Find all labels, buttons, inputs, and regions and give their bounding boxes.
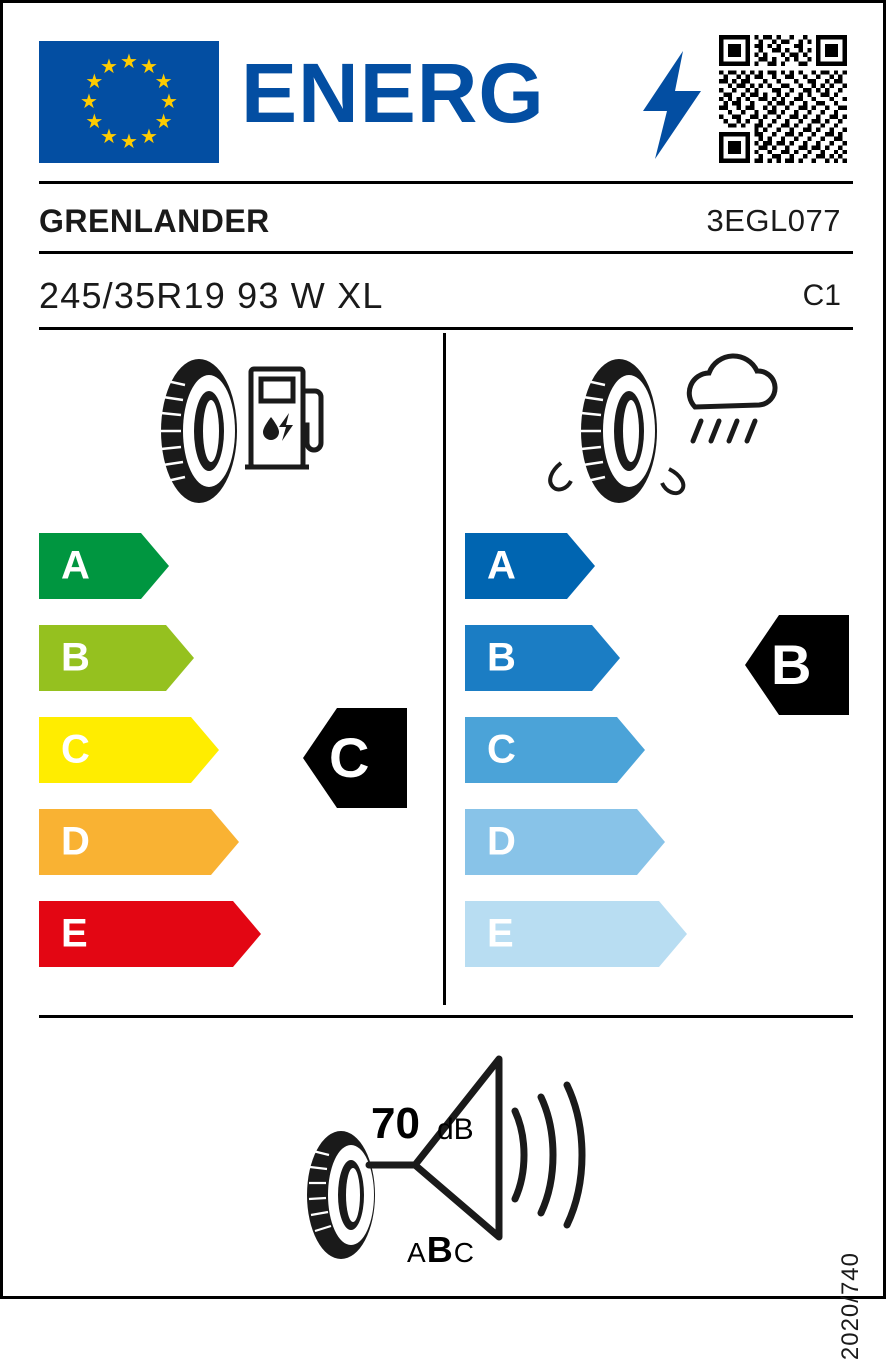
divider-columns — [443, 333, 446, 1005]
grade-letter-a: A — [61, 543, 90, 588]
fuel-efficiency-rating-letter: C — [329, 726, 370, 789]
tyre-class: C1 — [802, 279, 841, 312]
grade-letter-d: D — [61, 819, 90, 864]
tyre-size: 245/35R19 93 W XL — [39, 275, 384, 316]
eu-star: ★ — [120, 51, 138, 73]
grade-bar-b — [465, 625, 620, 691]
grade-bar-b — [39, 625, 194, 691]
grade-letter-c: C — [487, 727, 516, 772]
divider-brand — [39, 251, 853, 254]
regulation-reference: 2020/740 — [837, 1252, 864, 1360]
wet-grip-rating-letter: B — [771, 633, 812, 696]
grade-bar-e — [39, 901, 261, 967]
eu-star: ★ — [154, 111, 173, 133]
grade-letter-b: B — [487, 635, 516, 680]
page-title: ENERG — [241, 46, 545, 140]
eu-star: ★ — [85, 71, 104, 93]
eu-star: ★ — [100, 125, 118, 148]
grade-letter-a: A — [487, 543, 516, 588]
divider-size — [39, 327, 853, 330]
tyre-fuel-pump-icon — [123, 351, 323, 511]
grade-letter-d: D — [487, 819, 516, 864]
qr-code-icon — [719, 35, 847, 163]
noise-class-c: C — [453, 1237, 475, 1268]
brand-name: GRENLANDER — [39, 203, 270, 239]
eu-star: ★ — [140, 56, 158, 79]
label-header — [3, 3, 889, 181]
divider-header — [39, 181, 853, 184]
eu-star: ★ — [100, 56, 118, 79]
lightning-bolt-icon — [643, 51, 701, 159]
eu-star: ★ — [160, 91, 178, 113]
grade-bar-a — [465, 533, 595, 599]
grade-bar-e — [465, 901, 687, 967]
noise-class-b: B — [426, 1229, 454, 1270]
eu-star: ★ — [140, 125, 158, 148]
fuel-efficiency-rating — [303, 708, 407, 808]
grade-letter-c: C — [61, 727, 90, 772]
grade-letter-e: E — [61, 911, 88, 956]
grade-letter-b: B — [61, 635, 90, 680]
eu-flag-icon — [39, 41, 219, 163]
grade-bar-c — [465, 717, 645, 783]
eu-star: ★ — [80, 91, 98, 113]
grade-bar-a — [39, 533, 169, 599]
grade-bar-d — [39, 809, 239, 875]
noise-value: 70 — [371, 1099, 420, 1148]
divider-noise — [39, 1015, 853, 1018]
noise-class-scale — [407, 1229, 475, 1271]
eu-star: ★ — [85, 111, 104, 133]
grade-bar-c — [39, 717, 219, 783]
noise-unit: dB — [437, 1113, 474, 1146]
model-code: 3EGL077 — [706, 203, 841, 238]
eu-star: ★ — [120, 131, 138, 153]
wet-grip-rating — [745, 615, 849, 715]
tyre-rain-cloud-icon — [543, 351, 783, 521]
grade-bar-d — [465, 809, 665, 875]
noise-class-a: A — [407, 1237, 427, 1268]
eu-star: ★ — [154, 71, 173, 93]
grade-letter-e: E — [487, 911, 514, 956]
